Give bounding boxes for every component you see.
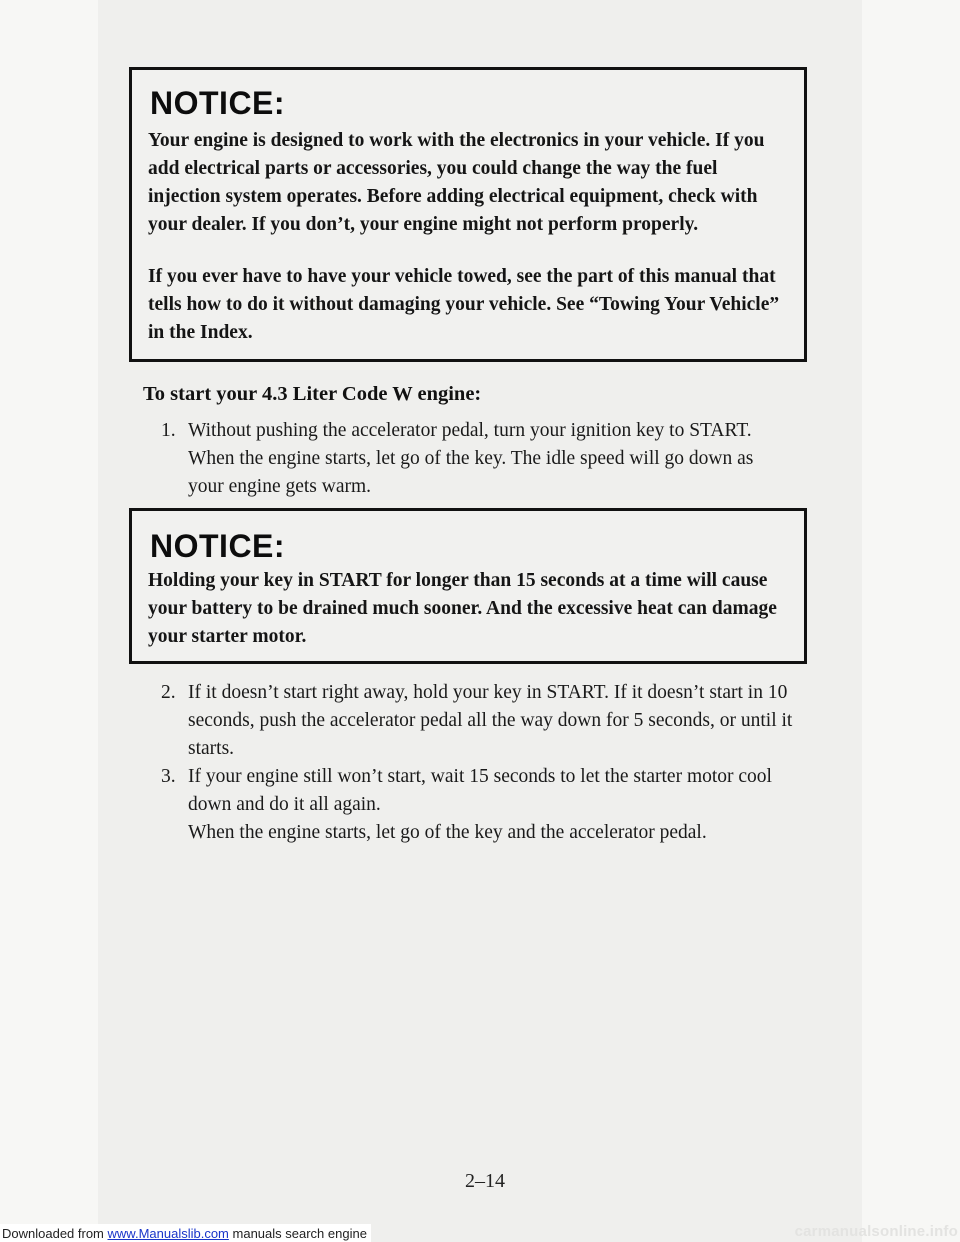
notice-box-starter: [129, 508, 807, 664]
step-number: 2.: [161, 682, 176, 703]
notice-box-electronics: [129, 67, 807, 362]
notice-paragraph: Your engine is designed to work with the electronics in your vehicle. If you add electrical parts or accessories, you could change the way the fuel injection system operates. Before adding electrical equipment, check with your dealer. If you don’t, your engine might not perform properly.: [148, 130, 765, 235]
notice-paragraph: If you ever have to have your vehicle towed, see the part of this manual that tells how to do it without damaging your vehicle. See “Towing Your Vehicle” in the Index.: [148, 266, 780, 343]
watermark: carmanualsonline.info: [794, 1223, 958, 1240]
step-text: If it doesn’t start right away, hold your key in START. If it doesn’t start in 10 seconds, push the accelerator pedal all the way down for 5 seconds, or until it starts.: [188, 682, 793, 759]
banner-suffix: manuals search engine: [232, 1226, 367, 1241]
manualslib-link[interactable]: www.Manualslib.com: [107, 1226, 229, 1241]
notice-paragraph: Holding your key in START for longer than 15 seconds at a time will cause your battery to be drained much sooner. And the excessive heat can damage your starter motor.: [148, 570, 777, 647]
step-text: Without pushing the accelerator pedal, turn your ignition key to START. When the engine starts, let go of the key. The idle speed will go down as your engine gets warm.: [188, 420, 754, 497]
notice-heading: NOTICE:: [150, 528, 286, 564]
step-number: 1.: [161, 420, 176, 441]
section-heading: To start your 4.3 Liter Code W engine:: [143, 383, 482, 405]
step-text: If your engine still won’t start, wait 15 seconds to let the starter motor cool down and do it all again.: [188, 766, 772, 815]
download-banner: [0, 1224, 371, 1242]
closing-text: When the engine starts, let go of the key and the accelerator pedal.: [188, 822, 707, 843]
banner-prefix: Downloaded from: [2, 1226, 104, 1241]
step-number: 3.: [161, 766, 176, 787]
notice-heading: NOTICE:: [150, 85, 286, 121]
page-number: 2–14: [465, 1170, 505, 1192]
